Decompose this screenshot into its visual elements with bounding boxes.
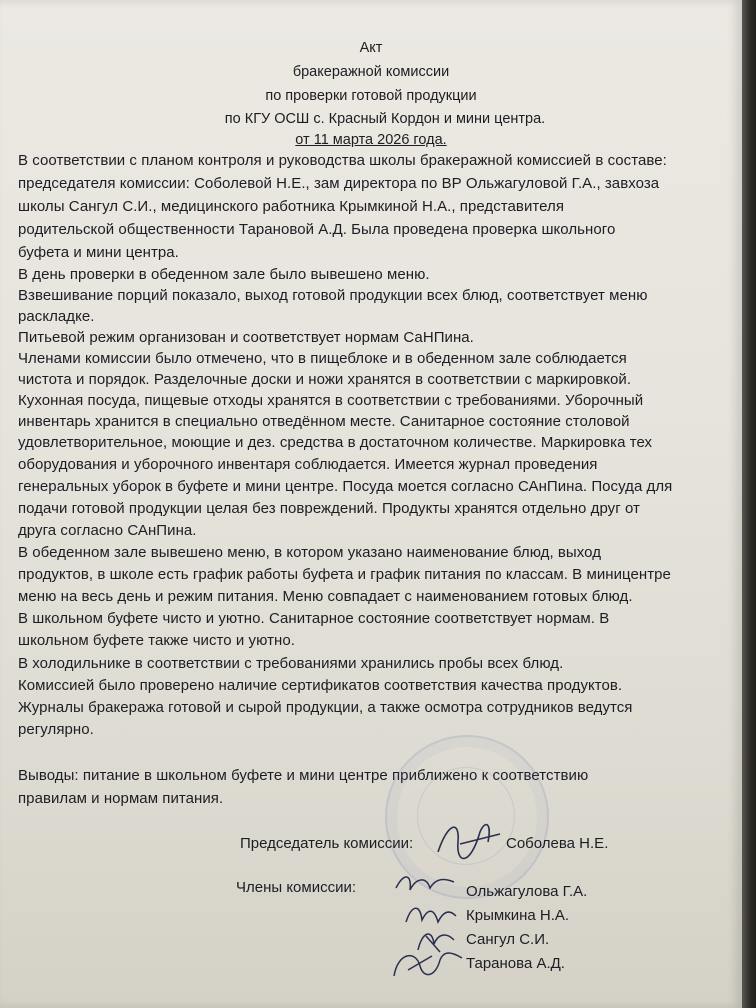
document-location: по КГУ ОСШ с. Красный Кордон и мини центра. [224, 111, 546, 127]
body-line: В день проверки в обеденном зале было вывешено меню. [18, 266, 430, 283]
body-line: Членами комиссии было отмечено, что в пищеблоке и в обеденном зале соблюдается [18, 350, 627, 367]
body-line: друга согласно САнПина. [18, 522, 197, 539]
document-title: Акт [359, 40, 383, 56]
chair-signature [430, 812, 510, 872]
body-line: родительской общественности Тарановой А.Д. Была проведена проверка школьного [18, 221, 616, 238]
body-line: В школьном буфете чисто и уютно. Санитарное состояние соответствует нормам. В [18, 610, 610, 627]
document-subtitle: бракеражной комиссии [292, 64, 450, 80]
body-line: школы Сангул С.И., медицинского работника Крымкиной Н.А., представителя [18, 198, 564, 215]
member-name: Таранова А.Д. [466, 955, 565, 972]
member-name: Сангул С.И. [466, 931, 550, 948]
body-line: Журналы бракеража готовой и сырой продукции, а также осмотра сотрудников ведутся [18, 699, 633, 716]
body-line: школьном буфете также чисто и уютно. [18, 632, 295, 649]
body-line: В обеденном зале вывешено меню, в котором указано наименование блюд, выход [18, 544, 601, 561]
body-line: подачи готовой продукции целая без повреждений. Продукты хранятся отдельно друг от [18, 500, 640, 517]
desk-edge [742, 0, 756, 1008]
body-line: буфета и мини центра. [18, 244, 179, 261]
body-line: продуктов, в школе есть график работы буфета и график питания по классам. В миницентре [18, 566, 671, 583]
body-line: председателя комиссии: Соболевой Н.Е., зам директора по ВР Ольжагуловой Г.А., завхоза [18, 175, 660, 192]
body-line: удовлетворительное, моющие и дез. средства в достаточном количестве. Маркировка тех [18, 434, 653, 451]
conclusion-line: правилам и нормам питания. [18, 790, 224, 807]
body-line: меню на весь день и режим питания. Меню совпадает с наименованием готовых блюд. [18, 588, 633, 605]
body-line: раскладке. [18, 308, 95, 325]
body-line: Кухонная посуда, пищевые отходы хранятся в соответствии с требованиями. Уборочный [18, 392, 644, 409]
document-date: от 11 марта 2026 года. [295, 132, 447, 148]
conclusion-line: Выводы: питание в школьном буфете и мини центре приближено к соответствию [18, 767, 589, 784]
body-line: генеральных уборок в буфете и мини центре. Посуда моется согласно САнПина. Посуда для [18, 478, 673, 495]
body-line: регулярно. [18, 721, 94, 738]
document-purpose: по проверки готовой продукции [265, 88, 477, 104]
member-name: Крымкина Н.А. [466, 907, 570, 924]
body-line: оборудования и уборочного инвентаря соблюдается. Имеется журнал проведения [18, 456, 598, 473]
members-label: Члены комиссии: [236, 879, 357, 896]
member-signature [388, 946, 468, 986]
chair-label: Председатель комиссии: [240, 835, 414, 852]
body-line: Комиссией было проверено наличие сертификатов соответствия качества продуктов. [18, 677, 623, 694]
chair-name: Соболева Н.Е. [506, 835, 609, 852]
body-line: Питьевой режим организован и соответствует нормам СаНПина. [18, 329, 474, 346]
body-line: чистота и порядок. Разделочные доски и ножи хранятся в соответствии с маркировкой. [18, 371, 632, 388]
member-name: Ольжагулова Г.А. [466, 883, 588, 900]
body-line: В соответствии с планом контроля и руководства школы бракеражной комиссией в составе: [18, 152, 667, 169]
body-line: В холодильнике в соответствии с требованиями хранились пробы всех блюд. [18, 655, 564, 672]
body-line: инвентарь хранится в специально отведённом месте. Санитарное состояние столовой [18, 413, 630, 430]
body-line: Взвешивание порций показало, выход готовой продукции всех блюд, соответствует меню [18, 287, 648, 304]
